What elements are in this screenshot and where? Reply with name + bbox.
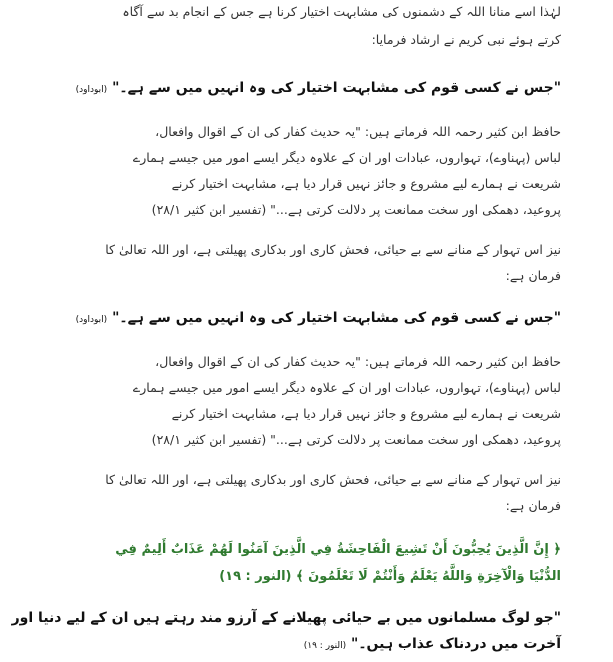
- paragraph-1-line-2: کرتے ہوئے نبی کریم نے ارشاد فرمایا:: [371, 32, 561, 47]
- verse-translation-line-1: "جو لوگ مسلمانوں میں بے حیائی پھیلانے کے آرزو مند رہتے ہیں ان کے لیے دنیا اور: [11, 610, 561, 626]
- paragraph-2-line-2: لباس (پہناوے)، تہواروں، عبادات اور ان کے علاوہ دیگر ایسے امور میں جیسے ہمارے: [132, 150, 561, 165]
- paragraph-2-line-3: شریعت نے ہمارے لیے مشروع و جائز نہیں قرار دیا ہے، مشابہت اختیار کرنے: [171, 176, 561, 191]
- paragraph-2-line-1: حافظ ابن کثیر رحمہ اللہ فرماتے ہیں: "یہ حدیث کفار کی ان کے اقوال وافعال،: [155, 124, 561, 139]
- paragraph-5-line-1: نیز اس تہوار کے منانے سے بے حیائی، فحش کاری اور بدکاری پھیلتی ہے، اور اللہ تعالیٰ کا: [105, 472, 561, 487]
- verse-translation-reference: (النور : ۱۹): [303, 641, 347, 651]
- paragraph-3-line-1: نیز اس تہوار کے منانے سے بے حیائی، فحش کاری اور بدکاری پھیلتی ہے، اور اللہ تعالیٰ کا: [105, 242, 561, 257]
- paragraph-5-line-2: فرمان ہے:: [505, 498, 561, 513]
- paragraph-4-line-3: شریعت نے ہمارے لیے مشروع و جائز نہیں قرار دیا ہے، مشابہت اختیار کرنے: [171, 406, 561, 421]
- paragraph-4-line-2: لباس (پہناوے)، تہواروں، عبادات اور ان کے علاوہ دیگر ایسے امور میں جیسے ہمارے: [132, 380, 561, 395]
- hadith-quote-2-reference: (ابوداود): [75, 315, 108, 325]
- hadith-quote-2-text: "جس نے کسی قوم کی مشابہت اختیار کی وہ انہیں میں سے ہے۔": [112, 310, 561, 326]
- quran-verse-line-2: الدُّنْيَا وَالْآخِرَةِ وَاللَّهُ يَعْلَمُ وَأَنْتُمْ لَا تَعْلَمُونَ ﴾ (النور : ۱۹): [219, 569, 561, 584]
- quran-verse-line-1: ﴿ إِنَّ الَّذِينَ يُحِبُّونَ أَنْ تَشِيعَ الْفَاحِشَةُ فِي الَّذِينَ آمَنُوا لَهُمْ عَذَابٌ أَلِيمٌ فِي: [115, 542, 561, 557]
- paragraph-3-line-2: فرمان ہے:: [505, 268, 561, 283]
- paragraph-4-line-1: حافظ ابن کثیر رحمہ اللہ فرماتے ہیں: "یہ حدیث کفار کی ان کے اقوال وافعال،: [155, 354, 561, 369]
- hadith-quote-1-reference: (ابوداود): [75, 85, 108, 95]
- hadith-quote-1-text: "جس نے کسی قوم کی مشابہت اختیار کی وہ انہیں میں سے ہے۔": [112, 80, 561, 96]
- paragraph-4-line-4: پروعید، دھمکی اور سخت ممانعت پر دلالت کرتی ہے..." (تفسیر ابن کثیر ۲۸/۱): [151, 432, 561, 447]
- paragraph-2-line-4: پروعید، دھمکی اور سخت ممانعت پر دلالت کرتی ہے..." (تفسیر ابن کثیر ۲۸/۱): [151, 202, 561, 217]
- paragraph-1-line-1: لہٰذا اسے منانا اللہ کے دشمنوں کی مشابہت اختیار کرنا ہے جس کے انجام بد سے آگاہ: [122, 4, 561, 19]
- hadith-quote-2: [76, 308, 561, 330]
- verse-translation-line-2-text: آخرت میں دردناک عذاب ہیں۔": [351, 636, 561, 652]
- verse-translation-line-2: [304, 634, 561, 656]
- hadith-quote-1: [76, 78, 561, 100]
